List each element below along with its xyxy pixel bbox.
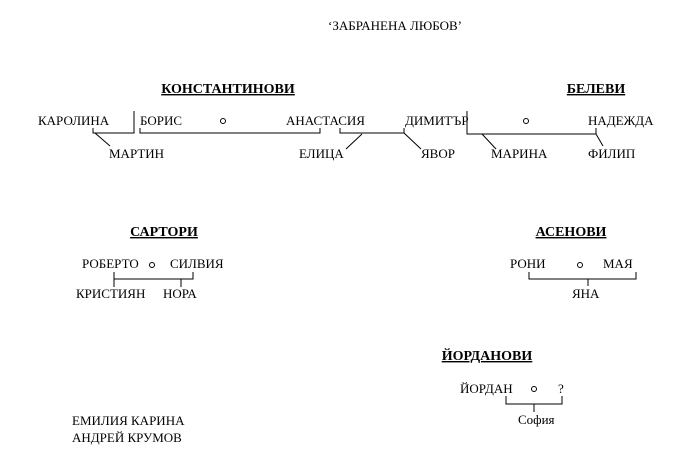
heading-asenovi: АСЕНОВИ xyxy=(535,225,607,240)
person-unknown: ? xyxy=(558,381,564,396)
person-anastasia: АНАСТАСИЯ xyxy=(286,113,365,128)
person-filip: ФИЛИП xyxy=(588,146,636,161)
person-maya: МАЯ xyxy=(603,256,633,271)
marriage-ring-icon xyxy=(221,119,226,124)
marriage-ring-icon xyxy=(150,263,155,268)
marriage-ring-icon xyxy=(524,119,529,124)
person-silvia: СИЛВИЯ xyxy=(170,256,224,271)
person-elitsa: ЕЛИЦА xyxy=(299,146,344,161)
marriage-ring-icon xyxy=(532,387,537,392)
author-line-1: ЕМИЛИЯ КАРИНА xyxy=(72,413,185,428)
link-elitsa xyxy=(346,134,362,149)
heading-sartori: САРТОРИ xyxy=(130,225,198,240)
heading-konstantinovi: КОНСТАНТИНОВИ xyxy=(161,82,295,97)
person-yana: ЯНА xyxy=(572,286,600,301)
person-roni: РОНИ xyxy=(510,256,546,271)
person-karolina: КАРОЛИНА xyxy=(38,113,110,128)
link-martin xyxy=(95,133,110,146)
link-yordan-unknown xyxy=(506,396,562,404)
diagram-title: ‘ЗАБРАНЕНА ЛЮБОВ’ xyxy=(328,18,462,33)
person-sofia: София xyxy=(518,412,555,427)
person-nora: НОРА xyxy=(163,286,197,301)
heading-belevi: БЕЛЕВИ xyxy=(566,82,626,97)
person-yavor: ЯВОР xyxy=(421,146,455,161)
person-yordan: ЙОРДАН xyxy=(460,381,513,396)
person-boris: БОРИС xyxy=(140,113,183,128)
author-line-2: АНДРЕЙ КРУМОВ xyxy=(72,430,182,445)
heading-yordanovi: ЙОРДАНОВИ xyxy=(441,349,533,364)
link-roni-maya xyxy=(529,272,636,279)
link-boris-anastasia xyxy=(140,128,320,133)
link-filip xyxy=(596,134,603,146)
person-kristiyan: КРИСТИЯН xyxy=(76,286,146,301)
person-nadezhda: НАДЕЖДА xyxy=(588,113,654,128)
link-dimitar-nadezhda xyxy=(467,111,596,134)
person-dimitar: ДИМИТЪР xyxy=(405,113,469,128)
person-roberto: РОБЕРТО xyxy=(82,256,139,271)
link-yavor xyxy=(404,133,421,149)
marriage-ring-icon xyxy=(578,263,583,268)
link-anastasia-dimitar xyxy=(340,128,404,133)
link-roberto-silvia xyxy=(114,272,193,279)
person-marina: МАРИНА xyxy=(491,146,548,161)
person-martin: МАРТИН xyxy=(109,146,165,161)
